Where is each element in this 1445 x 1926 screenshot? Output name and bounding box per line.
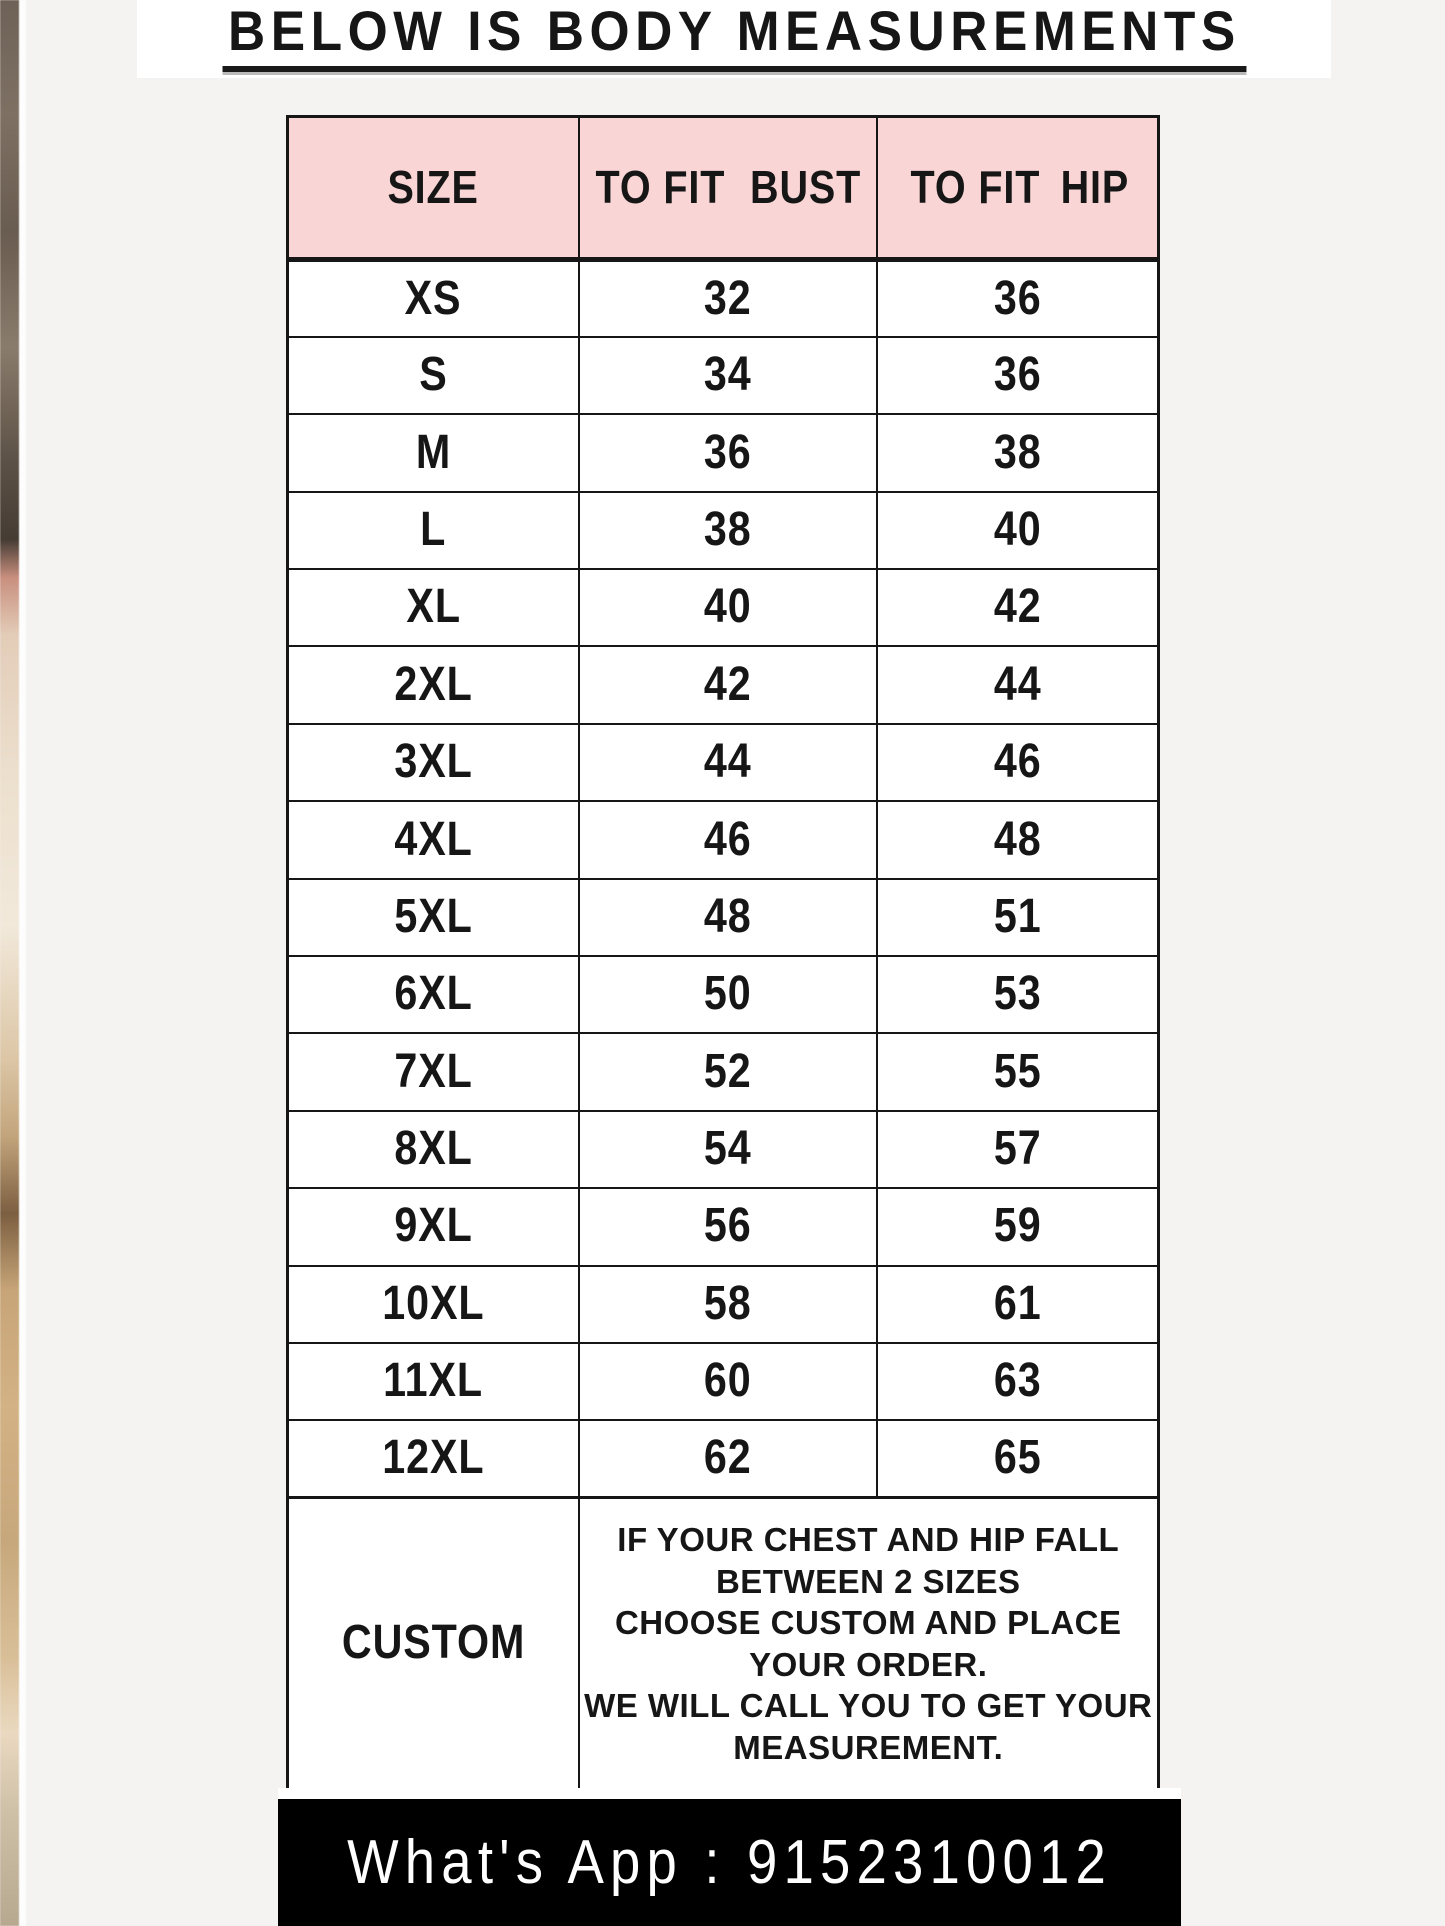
table-row-xl xyxy=(288,569,1159,646)
bust-value: 50 xyxy=(703,967,752,1021)
bust-cell xyxy=(579,956,877,1033)
custom-note-line: IF YOUR CHEST AND HIP FALL xyxy=(617,1521,1120,1559)
table-row-11xl xyxy=(288,1343,1159,1420)
whatsapp-contact-text: What's App : 9152310012 xyxy=(347,1828,1112,1897)
bust-value: 60 xyxy=(703,1354,752,1408)
hip-value: 63 xyxy=(993,1354,1042,1408)
size-cell xyxy=(288,801,579,878)
table-row-7xl xyxy=(288,1033,1159,1110)
hip-value: 48 xyxy=(993,812,1042,866)
size-cell xyxy=(288,1188,579,1265)
hip-value: 51 xyxy=(993,889,1042,943)
hip-value: 36 xyxy=(993,348,1042,402)
size-cell xyxy=(288,1343,579,1420)
hip-value: 57 xyxy=(993,1122,1042,1176)
hip-value: 61 xyxy=(993,1276,1042,1330)
bust-value: 36 xyxy=(703,425,752,479)
bust-value: 34 xyxy=(703,348,752,402)
bust-value: 52 xyxy=(703,1044,752,1098)
bust-header-line2: BUST xyxy=(749,161,861,213)
bust-value: 54 xyxy=(703,1122,752,1176)
hip-cell xyxy=(877,260,1159,337)
size-cell xyxy=(288,1266,579,1343)
photo-edge-strip xyxy=(0,0,26,1926)
hip-cell xyxy=(877,956,1159,1033)
hip-value: 59 xyxy=(993,1199,1042,1253)
size-chart-table xyxy=(286,115,1160,1791)
bust-cell xyxy=(579,569,877,646)
bust-cell xyxy=(579,414,877,491)
table-row-l xyxy=(288,492,1159,569)
size-label: 4XL xyxy=(394,812,473,866)
table-row-2xl xyxy=(288,646,1159,723)
bust-value: 58 xyxy=(703,1276,752,1330)
title-band xyxy=(137,0,1331,78)
bust-cell xyxy=(579,1111,877,1188)
hip-cell xyxy=(877,492,1159,569)
table-row-12xl xyxy=(288,1420,1159,1497)
hip-value: 55 xyxy=(993,1044,1042,1098)
size-label: 10XL xyxy=(382,1276,485,1330)
page-title: BELOW IS BODY MEASUREMENTS xyxy=(222,2,1246,72)
bust-value: 56 xyxy=(703,1199,752,1253)
bust-value: 62 xyxy=(703,1431,752,1485)
size-cell xyxy=(288,1420,579,1497)
hip-cell xyxy=(877,724,1159,801)
hip-cell xyxy=(877,1188,1159,1265)
bust-cell xyxy=(579,337,877,414)
footer-gap-strip xyxy=(278,1788,1181,1799)
hip-cell xyxy=(877,414,1159,491)
bust-cell xyxy=(579,260,877,337)
custom-row xyxy=(288,1498,1159,1790)
size-label: 3XL xyxy=(394,735,473,789)
bust-value: 42 xyxy=(703,657,752,711)
custom-note-line: YOUR ORDER. xyxy=(749,1645,988,1683)
col-header-size xyxy=(288,117,579,260)
bust-cell xyxy=(579,1266,877,1343)
size-cell xyxy=(288,956,579,1033)
bust-value: 38 xyxy=(703,502,752,556)
bust-cell xyxy=(579,492,877,569)
hip-value: 42 xyxy=(993,580,1042,634)
whatsapp-bar xyxy=(278,1799,1181,1926)
size-label: 2XL xyxy=(394,657,473,711)
bust-cell xyxy=(579,1420,877,1497)
hip-cell xyxy=(877,1111,1159,1188)
size-label: 5XL xyxy=(394,889,473,943)
table-row-s xyxy=(288,337,1159,414)
custom-note-line: BETWEEN 2 SIZES xyxy=(715,1562,1021,1600)
hip-cell xyxy=(877,879,1159,956)
size-cell xyxy=(288,337,579,414)
size-cell xyxy=(288,492,579,569)
bust-value: 48 xyxy=(703,889,752,943)
hip-cell xyxy=(877,1343,1159,1420)
bust-cell xyxy=(579,724,877,801)
size-label: S xyxy=(419,348,448,402)
table-row-9xl xyxy=(288,1188,1159,1265)
header-row xyxy=(288,117,1159,260)
bust-cell xyxy=(579,879,877,956)
size-label: XS xyxy=(404,271,462,325)
custom-label-cell xyxy=(288,1498,579,1790)
hip-value: 40 xyxy=(993,502,1042,556)
size-cell xyxy=(288,724,579,801)
size-label: 6XL xyxy=(394,967,473,1021)
bust-cell xyxy=(579,646,877,723)
hip-value: 53 xyxy=(993,967,1042,1021)
size-label: 12XL xyxy=(382,1431,485,1485)
table-row-3xl xyxy=(288,724,1159,801)
bust-value: 46 xyxy=(703,812,752,866)
bust-cell xyxy=(579,801,877,878)
table-row-4xl xyxy=(288,801,1159,878)
hip-cell xyxy=(877,1033,1159,1110)
size-cell xyxy=(288,1111,579,1188)
hip-value: 46 xyxy=(993,735,1042,789)
size-label: 11XL xyxy=(383,1354,484,1408)
size-cell xyxy=(288,414,579,491)
custom-note-cell xyxy=(579,1498,1159,1790)
bust-cell xyxy=(579,1033,877,1110)
size-label: L xyxy=(420,502,447,556)
hip-header-line2: HIP xyxy=(1060,161,1130,213)
bust-value: 40 xyxy=(703,580,752,634)
custom-note-line: CHOOSE CUSTOM AND PLACE xyxy=(614,1604,1122,1642)
bust-cell xyxy=(579,1343,877,1420)
table-row-10xl xyxy=(288,1266,1159,1343)
custom-note-line: WE WILL CALL YOU TO GET YOUR xyxy=(584,1687,1153,1725)
size-label: 9XL xyxy=(394,1199,473,1253)
size-cell xyxy=(288,879,579,956)
table-row-xs xyxy=(288,260,1159,337)
bust-cell xyxy=(579,1188,877,1265)
custom-label: CUSTOM xyxy=(341,1616,525,1670)
size-label: 8XL xyxy=(394,1122,473,1176)
table-row-5xl xyxy=(288,879,1159,956)
hip-cell xyxy=(877,1266,1159,1343)
hip-value: 38 xyxy=(993,425,1042,479)
hip-cell xyxy=(877,569,1159,646)
size-cell xyxy=(288,569,579,646)
hip-cell xyxy=(877,337,1159,414)
size-label: M xyxy=(415,425,451,479)
hip-cell xyxy=(877,1420,1159,1497)
table-row-m xyxy=(288,414,1159,491)
table-row-8xl xyxy=(288,1111,1159,1188)
bust-header-line1: TO FIT xyxy=(595,161,726,213)
hip-value: 36 xyxy=(993,271,1042,325)
size-cell xyxy=(288,646,579,723)
col-header-bust xyxy=(579,117,877,260)
col-header-hip xyxy=(877,117,1159,260)
bust-value: 32 xyxy=(703,271,752,325)
hip-value: 65 xyxy=(993,1431,1042,1485)
bust-value: 44 xyxy=(703,735,752,789)
hip-cell xyxy=(877,801,1159,878)
hip-cell xyxy=(877,646,1159,723)
size-label: XL xyxy=(406,580,461,634)
hip-value: 44 xyxy=(993,657,1042,711)
table-row-6xl xyxy=(288,956,1159,1033)
size-label: 7XL xyxy=(394,1044,473,1098)
custom-note-line: MEASUREMENT. xyxy=(733,1728,1004,1766)
size-cell xyxy=(288,260,579,337)
size-header-label: SIZE xyxy=(387,161,479,213)
hip-header-line1: TO FIT xyxy=(910,161,1041,213)
size-cell xyxy=(288,1033,579,1110)
